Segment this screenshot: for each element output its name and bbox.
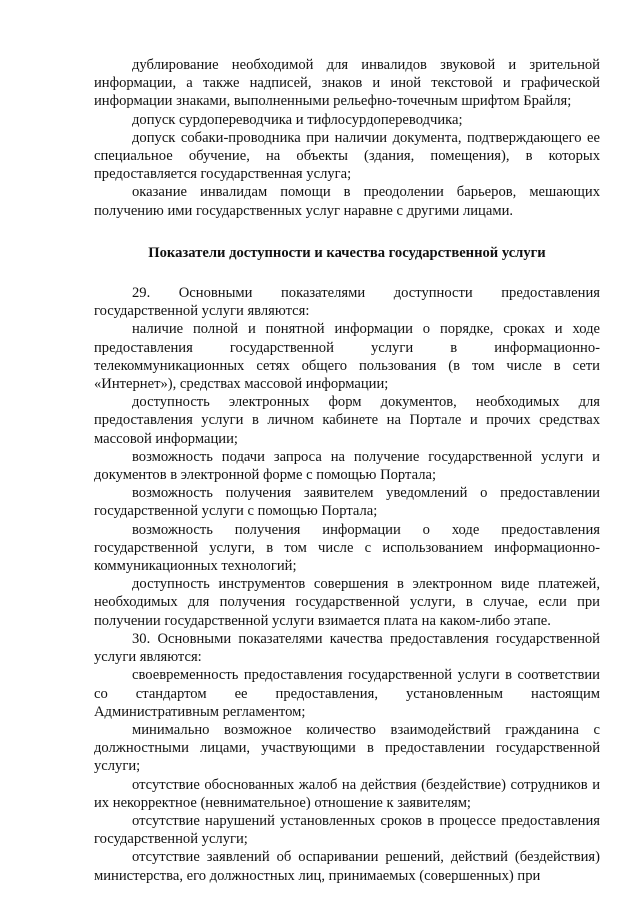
paragraph: дублирование необходимой для инвалидов звуковой и зрительной информации, а также надписей, знаков и иной текстовой и графической информации знаками, выполненными рельефно-точечным шрифтом Брайля; <box>94 57 600 110</box>
paragraph: доступность электронных форм документов, необходимых для предоставления услуги в личном кабинете на Портале и прочих средствах массовой информации; <box>94 394 600 447</box>
paragraph: отсутствие обоснованных жалоб на действия (бездействие) сотрудников и их некорректное (невнимательное) отношение к заявителям; <box>94 776 600 811</box>
paragraph: возможность получения информации о ходе предоставления государственной услуги, в том числе с использованием информационно-коммуникационных технологий; <box>94 521 600 575</box>
paragraph: своевременность предоставления государственной услуги в соответствии со стандартом ее предоставления, установленным настоящим Административным регламентом; <box>94 667 600 720</box>
paragraph: минимально возможное количество взаимодействий гражданина с должностными лицами, участвующими в предоставлении государственной услуги; <box>94 721 600 775</box>
paragraph: 29. Основными показателями доступности предоставления государственной услуги являются: <box>94 285 600 320</box>
top-paragraphs <box>94 56 600 220</box>
paragraph: допуск собаки-проводника при наличии документа, подтверждающего ее специальное обучение, на объекты (здания, помещения), в которых предоставляется государственная услуга; <box>94 129 600 183</box>
paragraph: оказание инвалидам помощи в преодолении барьеров, мешающих получению ими государственных услуг наравне с другими лицами. <box>94 184 600 219</box>
paragraph: отсутствие заявлений об оспаривании решений, действий (бездействия) министерства, его должностных лиц, принимаемых (совершенных) при <box>94 849 600 884</box>
paragraph: отсутствие нарушений установленных сроков в процессе предоставления государственной услуги; <box>94 812 600 848</box>
main-paragraphs <box>94 284 600 885</box>
paragraph: допуск сурдопереводчика и тифлосурдопереводчика; <box>132 111 463 128</box>
paragraph: доступность инструментов совершения в электронном виде платежей, необходимых для получения государственной услуги, в случае, если при получении государственной услуги взимается плата на каком-либо этапе. <box>94 576 600 629</box>
paragraph: 30. Основными показателями качества предоставления государственной услуги являются: <box>94 630 600 666</box>
paragraph: возможность подачи запроса на получение государственной услуги и документов в электронной форме с помощью Портала; <box>94 448 600 484</box>
paragraph: возможность получения заявителем уведомлений о предоставлении государственной услуги с помощью Портала; <box>94 485 600 520</box>
paragraph: наличие полной и понятной информации о порядке, сроках и ходе предоставления государственной услуги в информационно-телекоммуникационных сетях общего пользования (в том числе в сети «Интернет»), средствах массовой информации; <box>94 321 600 393</box>
section-heading: Показатели доступности и качества государственной услуги <box>148 244 546 261</box>
